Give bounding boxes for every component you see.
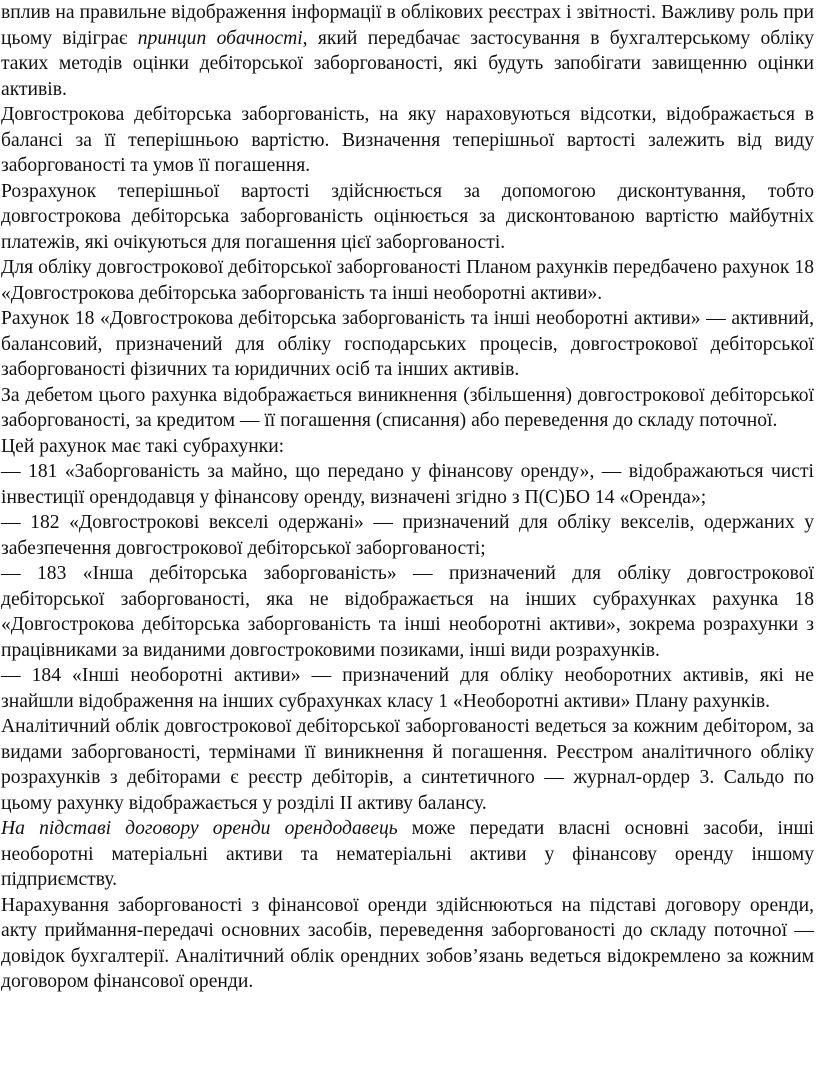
body-paragraph [1,306,814,383]
text-run: Аналітичний облік довгострокової дебіторської заборгованості ведеться за кожним дебітором, за видами заборгованості, термінами її виникнення й погашення. Реєстром аналітичного обліку розрахунків з дебіторами є реєстр дебіторів, а синтетичного — журнал-ордер 3. Сальдо по цьому рахунку відображається у розділі II активу балансу. [1,716,814,814]
text-run: Для обліку довгострокової дебіторської заборгованості Планом рахунків передбачено рахунок 18 «Довгострокова дебіторська заборгованість та інші необоротні активи». [1,257,814,304]
body-paragraph [1,816,814,893]
body-paragraph [1,893,814,995]
italic-emphasis: На підставі договору оренди орендодавець [1,818,398,839]
text-run: — 183 «Інша дебіторська заборгованість» — призначений для обліку довгострокової дебіторської заборгованості, яка не відображається на інших субрахунках рахунка 18 «Довгострокова дебіторська заборгованість та інші необоротні активи», зокрема розрахунки з працівниками за виданими довгостроковими позиками, інші види розрахунків. [1,563,814,661]
body-paragraph [1,102,814,179]
text-run: Нарахування заборгованості з фінансової оренди здійснюються на підставі договору оренди, акту приймання-передачі основних засобів, переведення заборгованості до складу поточної — довідок бухгалтерії. Аналітичний облік орендних зобов’язань ведеться відокремлено за кожним договором фінансової оренди. [1,894,814,992]
text-run: — 184 «Інші необоротні активи» — призначений для обліку необоротних активів, які не знайшли відображення на інших субрахунках класу 1 «Необоротні активи» Плану рахунків. [1,665,814,712]
text-run: Довгострокова дебіторська заборгованість, на яку нараховуються відсотки, відображається в балансі за її теперішньою вартістю. Визначення теперішньої вартості залежить від виду заборгованості та умов її погашення. [1,104,814,176]
body-paragraph [1,663,814,714]
body-paragraph [1,0,814,102]
text-run: може передати власні основні засоби, інші необоротні матеріальні активи та нематеріальні активи у фінансову оренду іншому підприємству. [1,818,815,890]
text-run: , який передбачає застосування в бухгалтерському обліку таких методів оцінки дебіторської заборгованості, які будуть запобігати завищенню оцінки активів. [1,27,814,100]
text-run: Розрахунок теперішньої вартості здійснюється за допомогою дисконтування, тобто довгострокова дебіторська заборгованість оцінюється за дисконтованою вартістю майбутніх платежів, які очікуються для погашення цієї заборгованості. [1,180,814,253]
body-paragraph [1,561,814,663]
italic-emphasis: принцип обачності [137,27,303,49]
body-paragraph [1,510,814,561]
body-paragraph [1,383,814,434]
body-paragraph [1,714,814,816]
text-run: вплив на правильне відображення інформації в облікових реєстрах і звітності. Важливу роль при цьому відіграє [1,2,814,49]
text-run: Цей рахунок має такі субрахунки: [1,435,285,457]
text-run: — 181 «Заборгованість за майно, що передано у фінансову оренду», — відображаються чисті інвестиції орендодавця у фінансову оренду, визначені згідно з П(С)БО 14 «Оренда»; [1,461,814,508]
text-run: За дебетом цього рахунка відображається виникнення (збільшення) довгострокової дебіторської заборгованості, за кредитом — її погашення (списання) або переведення до складу поточної. [1,384,814,431]
body-paragraph [1,255,814,306]
body-paragraph [1,179,814,256]
text-run: — 182 «Довгострокові векселі одержані» — призначений для обліку векселів, одержаних у забезпечення довгострокової дебіторської заборгованості; [1,512,814,559]
body-paragraph [1,434,814,460]
text-run: Рахунок 18 «Довгострокова дебіторська заборгованість та інші необоротні активи» — активний, балансовий, призначений для обліку господарських процесів, довгострокової дебіторської заборгованості фізичних та юридичних осіб та інших активів. [1,308,814,380]
body-paragraph [1,459,814,510]
